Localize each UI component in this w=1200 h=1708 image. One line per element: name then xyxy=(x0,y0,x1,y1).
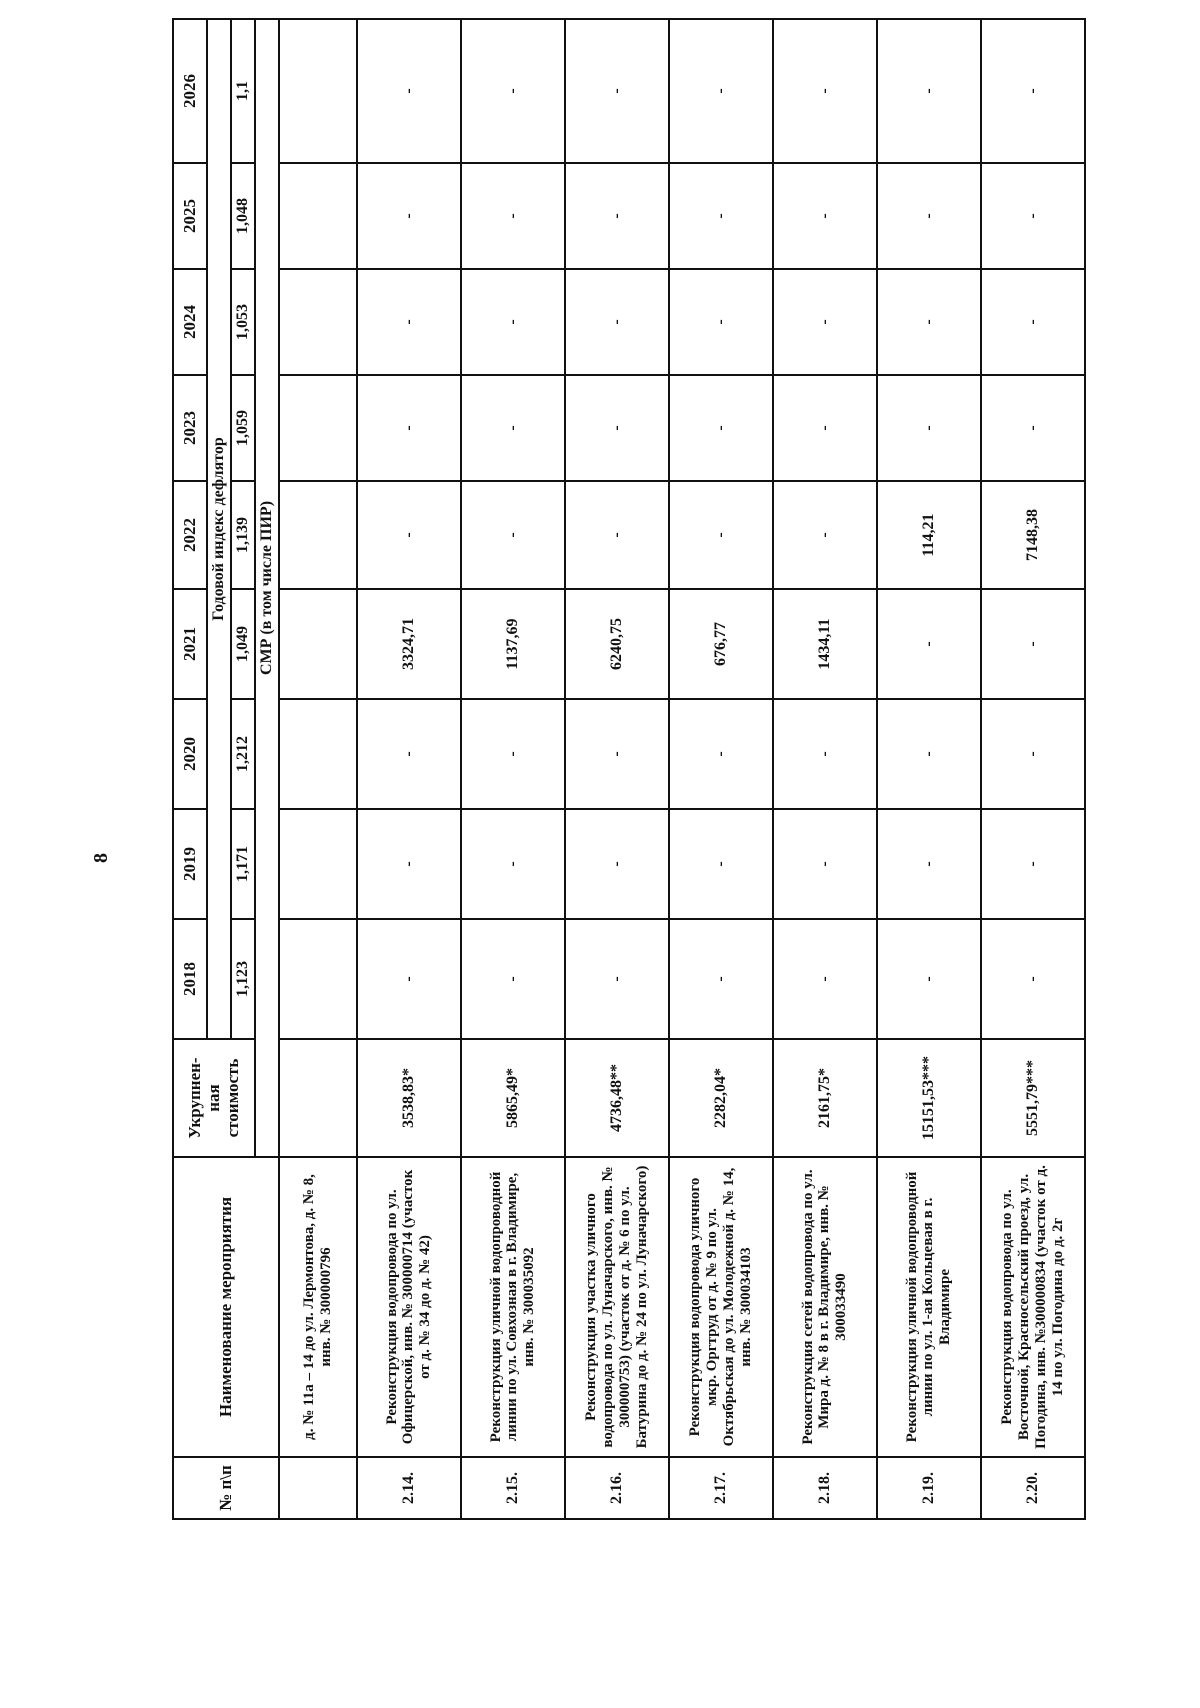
row-value: 676,77 xyxy=(669,589,773,699)
page-number: 8 xyxy=(90,853,112,863)
row-value: - xyxy=(669,481,773,589)
row-value: - xyxy=(773,809,877,919)
row-value: - xyxy=(357,163,461,269)
row-cost xyxy=(279,1039,357,1157)
header-deflator: 1,212 xyxy=(231,699,255,809)
row-value: - xyxy=(565,163,669,269)
row-value: 3324,71 xyxy=(357,589,461,699)
header-deflator: 1,059 xyxy=(231,375,255,481)
row-value: - xyxy=(877,269,981,375)
row-value xyxy=(279,809,357,919)
investment-program-table xyxy=(172,18,1086,1520)
row-cost: 5865,49* xyxy=(461,1039,565,1157)
row-name: д. № 11а – 14 до ул. Лермонтова, д. № 8, инв. № 300000796 xyxy=(279,1157,357,1457)
row-value: - xyxy=(357,19,461,163)
row-value: - xyxy=(565,481,669,589)
row-value xyxy=(279,19,357,163)
row-value: - xyxy=(461,699,565,809)
header-year: 2019 xyxy=(173,809,207,919)
row-value: 7148,38 xyxy=(981,481,1085,589)
header-deflator: 1,049 xyxy=(231,589,255,699)
header-cost: Укрупнен-ная стоимость xyxy=(173,1039,255,1157)
table-row xyxy=(461,19,565,1519)
row-value: - xyxy=(877,589,981,699)
row-value: - xyxy=(669,269,773,375)
row-value xyxy=(279,163,357,269)
row-value: - xyxy=(773,699,877,809)
header-year: 2018 xyxy=(173,919,207,1039)
header-deflator: 1,171 xyxy=(231,809,255,919)
row-name: Реконструкция водопровода по ул. Восточной, Красносельский проезд, ул. Погодина, инв. №300000834 (участок от д. 14 по ул. Погодина до д. 2г xyxy=(981,1157,1085,1457)
row-value: - xyxy=(981,919,1085,1039)
row-number: 2.14. xyxy=(357,1457,461,1519)
header-year: 2023 xyxy=(173,375,207,481)
row-value: 1137,69 xyxy=(461,589,565,699)
row-number: 2.18. xyxy=(773,1457,877,1519)
row-value: - xyxy=(461,919,565,1039)
row-value: - xyxy=(565,375,669,481)
row-name: Реконструкция водопровода уличного мкр. Оргтруд от д. № 9 по ул. Октябрьская до ул. Молодежной д. № 14, инв. № 300034103 xyxy=(669,1157,773,1457)
row-value: - xyxy=(669,19,773,163)
row-value: - xyxy=(773,919,877,1039)
row-value: - xyxy=(461,809,565,919)
row-name: Реконструкция участка уличного водопровода по ул. Луначарского, инв. № 300000753) (участок от д. № 6 по ул. Батурина до д. № 24 по ул. Луначарского) xyxy=(565,1157,669,1457)
row-value: - xyxy=(877,809,981,919)
header-deflator: 1,053 xyxy=(231,269,255,375)
row-number xyxy=(279,1457,357,1519)
header-years-row xyxy=(173,19,207,1519)
row-value: - xyxy=(981,163,1085,269)
header-name: Наименование мероприятия xyxy=(173,1157,279,1457)
row-value: - xyxy=(461,163,565,269)
table-row xyxy=(669,19,773,1519)
table-row xyxy=(565,19,669,1519)
row-number: 2.19. xyxy=(877,1457,981,1519)
header-deflator-label: Годовой индекс дефлятор xyxy=(207,19,231,1039)
row-value: - xyxy=(669,375,773,481)
header-num: № п\п xyxy=(173,1457,279,1519)
row-value: - xyxy=(357,919,461,1039)
row-value: - xyxy=(981,19,1085,163)
row-value xyxy=(279,919,357,1039)
row-name: Реконструкция уличной водопроводной линии по ул. 1-ая Кольцевая в г. Владимире xyxy=(877,1157,981,1457)
row-cost: 2161,75* xyxy=(773,1039,877,1157)
row-value: - xyxy=(565,699,669,809)
table-row xyxy=(773,19,877,1519)
row-value: - xyxy=(357,699,461,809)
row-value: 1434,11 xyxy=(773,589,877,699)
row-value: - xyxy=(877,19,981,163)
row-value: - xyxy=(357,809,461,919)
row-cost: 2282,04* xyxy=(669,1039,773,1157)
header-deflator: 1,1 xyxy=(231,19,255,163)
row-value: - xyxy=(461,19,565,163)
row-value: - xyxy=(981,809,1085,919)
row-number: 2.20. xyxy=(981,1457,1085,1519)
rotated-table-container xyxy=(172,20,1162,1520)
row-value: - xyxy=(773,375,877,481)
row-number: 2.16. xyxy=(565,1457,669,1519)
row-value: - xyxy=(981,589,1085,699)
row-value: - xyxy=(981,699,1085,809)
row-value: - xyxy=(565,809,669,919)
table-row xyxy=(877,19,981,1519)
row-cost: 5551,79*** xyxy=(981,1039,1085,1157)
row-name: Реконструкция уличной водопроводной линии по ул. Совхозная в г. Владимире, инв. № 300035092 xyxy=(461,1157,565,1457)
table-row xyxy=(357,19,461,1519)
row-value: - xyxy=(773,269,877,375)
row-value xyxy=(279,699,357,809)
row-value: - xyxy=(877,375,981,481)
row-cost: 15151,53*** xyxy=(877,1039,981,1157)
row-value: 114,21 xyxy=(877,481,981,589)
row-cost: 4736,48** xyxy=(565,1039,669,1157)
row-value: - xyxy=(981,269,1085,375)
row-value: - xyxy=(877,699,981,809)
row-value: - xyxy=(461,269,565,375)
row-value: - xyxy=(461,375,565,481)
table-row xyxy=(981,19,1085,1519)
header-year: 2020 xyxy=(173,699,207,809)
row-value: - xyxy=(981,375,1085,481)
row-cost: 3538,83* xyxy=(357,1039,461,1157)
table-row xyxy=(279,19,357,1519)
row-value: - xyxy=(669,919,773,1039)
row-name: Реконструкция сетей водопровода по ул. Мира д. № 8 в г. Владимире, инв. № 300033490 xyxy=(773,1157,877,1457)
header-year: 2021 xyxy=(173,589,207,699)
row-value: - xyxy=(565,919,669,1039)
row-value: - xyxy=(565,19,669,163)
row-value xyxy=(279,589,357,699)
row-number: 2.15. xyxy=(461,1457,565,1519)
row-value: - xyxy=(565,269,669,375)
row-value: 6240,75 xyxy=(565,589,669,699)
header-deflator: 1,048 xyxy=(231,163,255,269)
row-value: - xyxy=(773,481,877,589)
header-year: 2024 xyxy=(173,269,207,375)
row-value: - xyxy=(669,809,773,919)
row-value xyxy=(279,481,357,589)
row-value: - xyxy=(357,481,461,589)
row-value: - xyxy=(773,163,877,269)
row-value: - xyxy=(669,163,773,269)
row-value: - xyxy=(773,19,877,163)
row-name: Реконструкция водопровода по ул. Офицерской, инв. № 300000714 (участок от д. № 34 до д. № 42) xyxy=(357,1157,461,1457)
row-value: - xyxy=(357,269,461,375)
header-year: 2025 xyxy=(173,163,207,269)
header-deflator: 1,139 xyxy=(231,481,255,589)
row-value: - xyxy=(877,919,981,1039)
header-smr-label: СМР (в том числе ПИР) xyxy=(255,19,279,1157)
header-year: 2022 xyxy=(173,481,207,589)
row-value xyxy=(279,269,357,375)
row-value: - xyxy=(669,699,773,809)
row-value: - xyxy=(877,163,981,269)
row-value xyxy=(279,375,357,481)
row-value: - xyxy=(357,375,461,481)
header-deflator: 1,123 xyxy=(231,919,255,1039)
row-number: 2.17. xyxy=(669,1457,773,1519)
header-year: 2026 xyxy=(173,19,207,163)
row-value: - xyxy=(461,481,565,589)
